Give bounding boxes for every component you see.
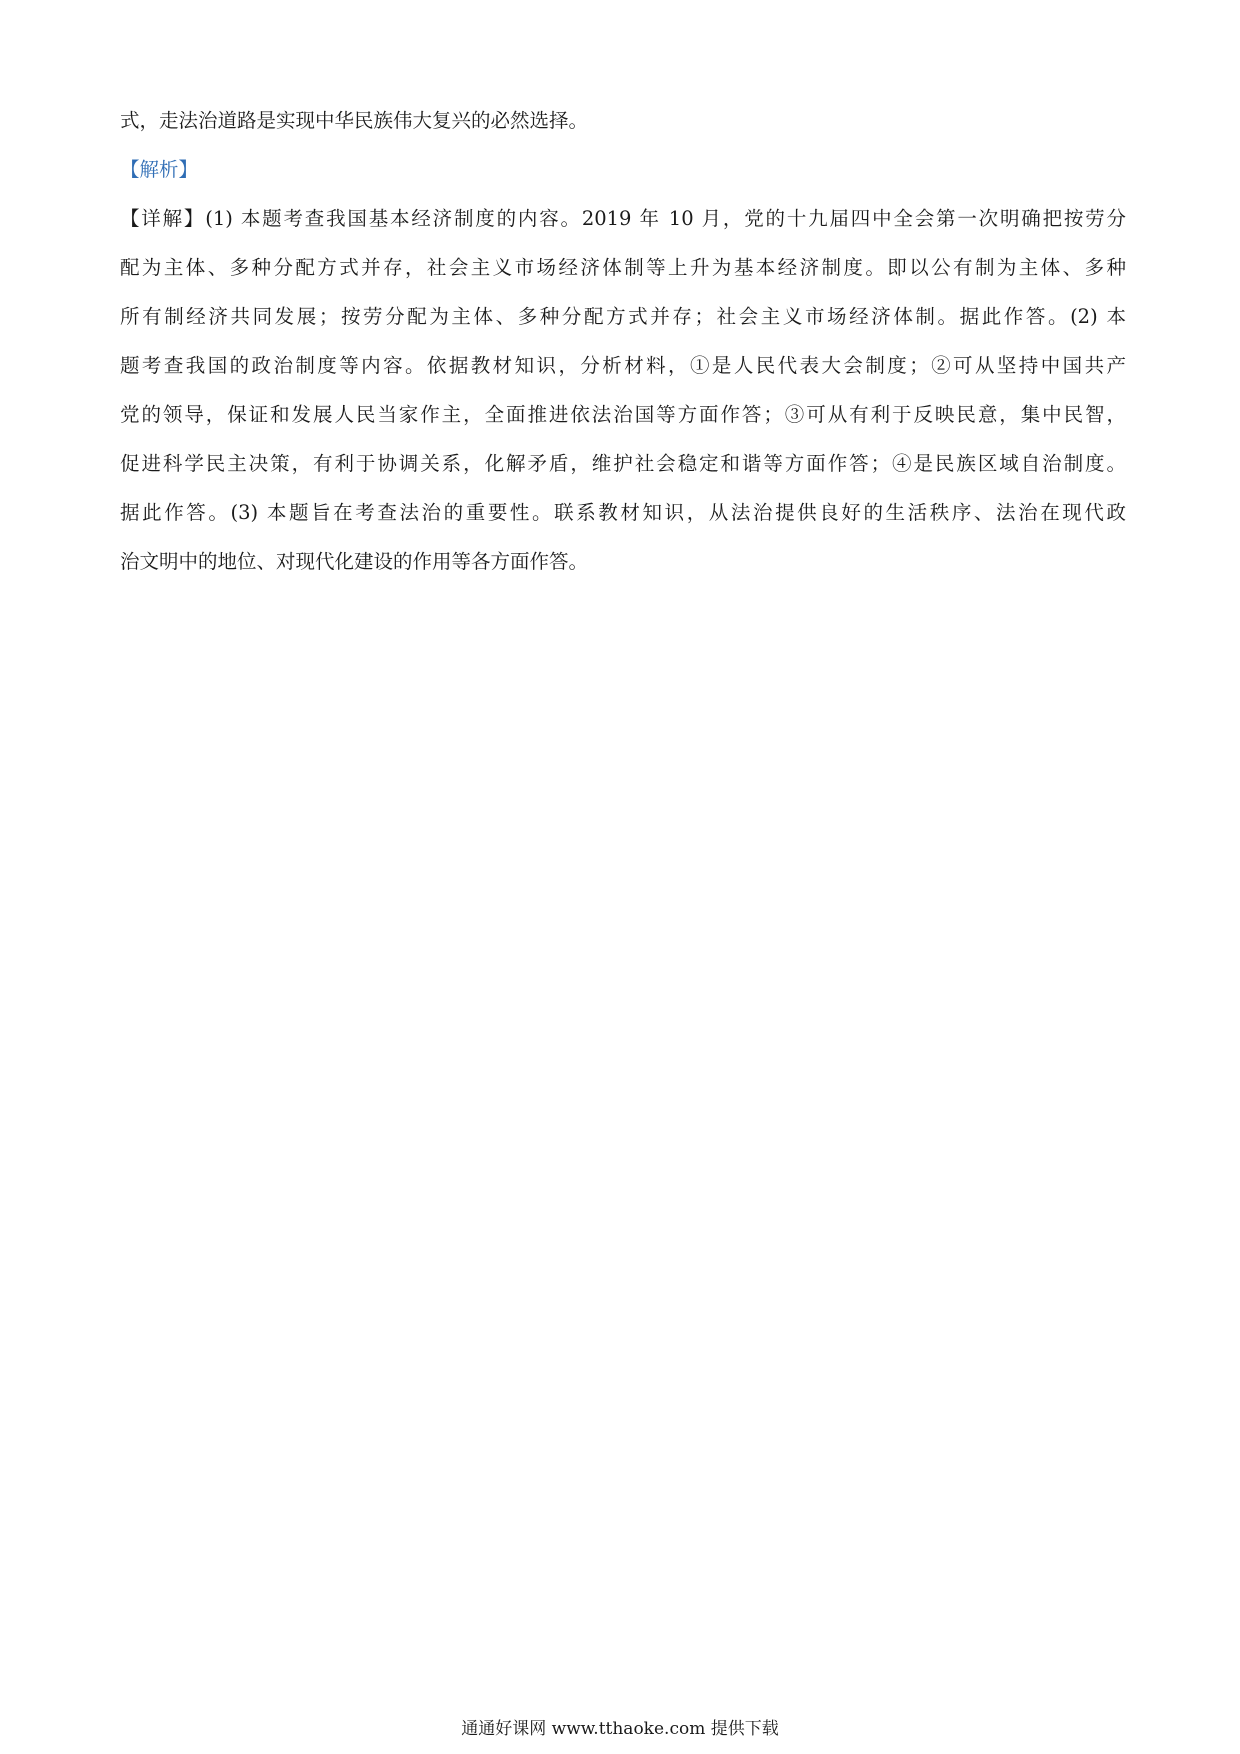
detail-line: 促进科学民主决策，有利于协调关系，化解矛盾，维护社会稳定和谐等方面作答；④是民族区域自治制度。 — [120, 452, 1126, 475]
detail-line: 治文明中的地位、对现代化建设的作用等各方面作答。 — [120, 550, 589, 573]
detail-line: 所有制经济共同发展；按劳分配为主体、多种分配方式并存；社会主义市场经济体制。据此作答。(2) 本 — [120, 305, 1126, 328]
detail-line: 配为主体、多种分配方式并存，社会主义市场经济体制等上升为基本经济制度。即以公有制为主体、多种 — [120, 256, 1126, 279]
detail-line: 党的领导，保证和发展人民当家作主，全面推进依法治国等方面作答；③可从有利于反映民意，集中民智， — [120, 403, 1126, 426]
intro-line: 式，走法治道路是实现中华民族伟大复兴的必然选择。 — [120, 109, 589, 132]
detail-line: 题考查我国的政治制度等内容。依据教材知识，分析材料，①是人民代表大会制度；②可从坚持中国共产 — [120, 354, 1126, 377]
document-body — [120, 103, 1126, 593]
detail-line: 【详解】(1) 本题考查我国基本经济制度的内容。2019 年 10 月，党的十九届四中全会第一次明确把按劳分 — [120, 207, 1126, 230]
analysis-heading: 【解析】 — [120, 158, 199, 181]
detail-line: 据此作答。(3) 本题旨在考查法治的重要性。联系教材知识，从法治提供良好的生活秩序、法治在现代政 — [120, 501, 1126, 524]
page-footer: 通通好课网 www.tthaoke.com 提供下载 — [461, 1719, 779, 1739]
